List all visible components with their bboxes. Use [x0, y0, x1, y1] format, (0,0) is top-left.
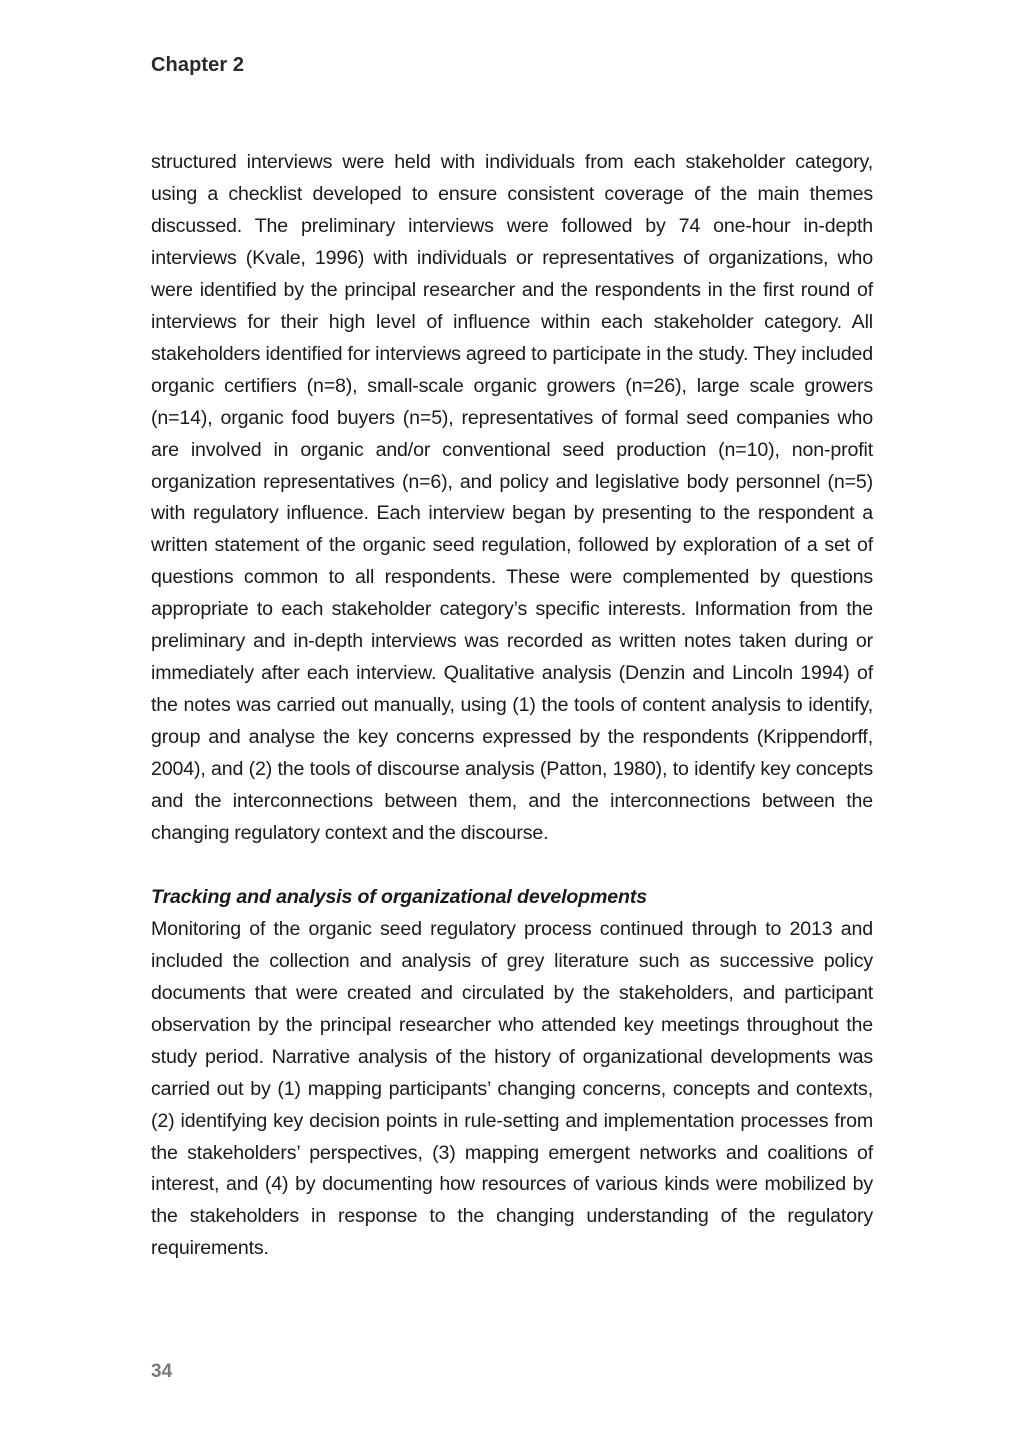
body-paragraph-2: Monitoring of the organic seed regulatory process continued through to 2013 and included the collection and analysis of grey literature such as successive policy documents that were created and circulated by the stakeholders, and participant observation by the principal researcher who attended key meetings throughout the study period. Narrative analysis of the history of organizational developments was carried out by (1) mapping participants’ changing concerns, concepts and contexts, (2) identifying key decision points in rule-setting and implementation processes from the stakeholders’ perspectives, (3) mapping emergent networks and coalitions of interest, and (4) by documenting how resources of various kinds were mobilized by the stakeholders in response to the changing understanding of the regulatory requirements. [151, 917, 873, 1260]
body-paragraph-1: structured interviews were held with individuals from each stakeholder category, using a checklist developed to ensure consistent coverage of the main themes discussed. The preliminary interviews were followed by 74 one-hour in-depth interviews (Kvale, 1996) with individuals or representatives of organizations, who were identified by the principal researcher and the respondents in the first round of interviews for their high level of influence within each stakeholder category. All stakeholders identified for interviews agreed to participate in the study. They included organic certifiers (n=8), small-scale organic growers (n=26), large scale growers (n=14), organic food buyers (n=5), representatives of formal seed companies who are involved in organic and/or conventional seed production (n=10), non-profit organization representatives (n=6), and policy and legislative body personnel (n=5) with regulatory influence. Each interview began by presenting to the respondent a written statement of the organic seed regulation, followed by exploration of a set of questions common to all respondents. These were complemented by questions appropriate to each stakeholder category’s specific interests. Information from the preliminary and in-depth interviews was recorded as written notes taken during or immediately after each interview. Qualitative analysis (Denzin and Lincoln 1994) of the notes was carried out manually, using (1) the tools of content analysis to identify, group and analyse the key concerns expressed by the respondents (Krippendorff, 2004), and (2) the tools of discourse analysis (Patton, 1980), to identify key concepts and the interconnections between them, and the interconnections between the changing regulatory context and the discourse. [151, 151, 873, 845]
page-number: 34 [151, 1361, 173, 1382]
section-heading: Tracking and analysis of organizational developments [151, 885, 647, 908]
running-head: Chapter 2 [151, 54, 245, 76]
main-text [151, 147, 873, 1265]
